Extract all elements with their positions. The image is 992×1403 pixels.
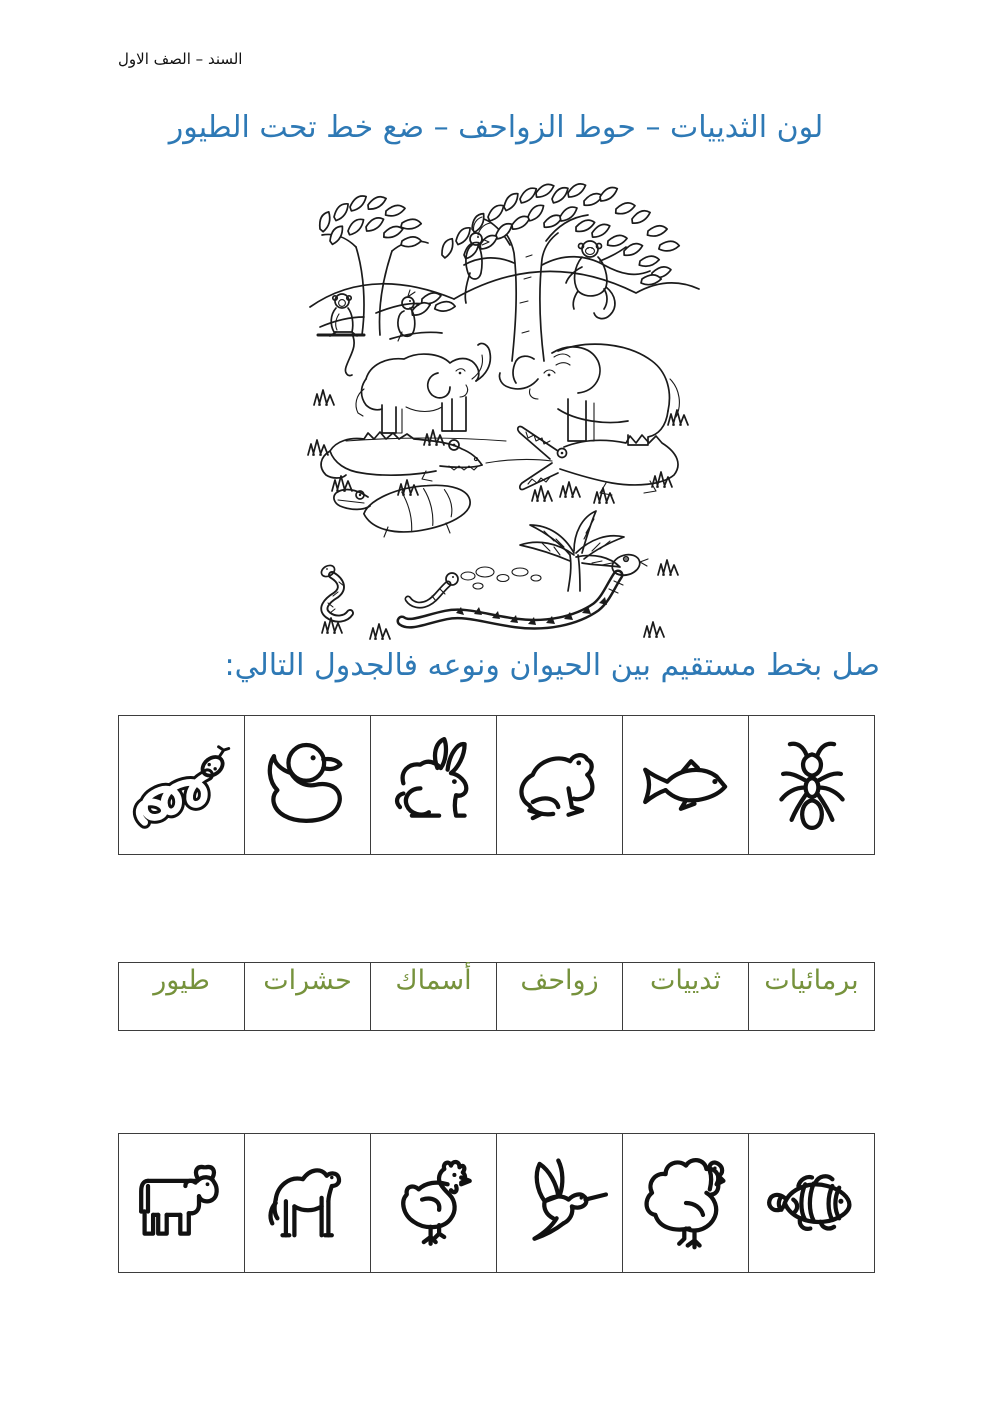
category-table xyxy=(118,962,875,1031)
snake-icon xyxy=(131,734,233,836)
cell-snake xyxy=(119,716,244,854)
page-header: السند – الصف الاول xyxy=(118,50,243,68)
cell-category-amphibians xyxy=(748,963,874,1030)
category-label: ثدييات xyxy=(650,965,721,996)
cell-camel xyxy=(244,1134,370,1272)
category-label: زواحف xyxy=(520,965,599,996)
fish-icon xyxy=(635,734,737,836)
animal-table-bottom xyxy=(118,1133,875,1273)
turkey-icon xyxy=(635,1152,737,1254)
scene-snake-big xyxy=(402,552,648,625)
cell-turkey xyxy=(622,1134,748,1272)
jungle-illustration xyxy=(306,183,702,649)
cell-frog xyxy=(496,716,622,854)
cell-rabbit xyxy=(370,716,496,854)
cell-cow xyxy=(119,1134,244,1272)
category-label: طيور xyxy=(153,965,210,996)
scene-hills xyxy=(310,271,699,307)
cell-fish xyxy=(622,716,748,854)
cell-category-mammals xyxy=(622,963,748,1030)
scene-crocodile-3 xyxy=(518,426,678,495)
cell-duck xyxy=(244,716,370,854)
frog-icon xyxy=(509,734,611,836)
cell-category-fish xyxy=(370,963,496,1030)
jungle-scene-svg xyxy=(306,183,702,649)
clownfish-icon xyxy=(761,1152,863,1254)
category-label: أسماك xyxy=(395,965,472,996)
scene-elephant-left xyxy=(356,343,490,433)
cell-category-birds xyxy=(119,963,244,1030)
category-label: حشرات xyxy=(263,965,352,996)
cell-ant xyxy=(748,716,874,854)
cell-clownfish xyxy=(748,1134,874,1272)
animal-table-top xyxy=(118,715,875,855)
ant-icon xyxy=(761,734,863,836)
cell-category-reptiles xyxy=(496,963,622,1030)
scene-crocodile-1 xyxy=(321,432,482,481)
camel-icon xyxy=(257,1152,359,1254)
cell-chicken xyxy=(370,1134,496,1272)
hummingbird-icon xyxy=(509,1152,611,1254)
scene-palm xyxy=(520,511,624,591)
duck-icon xyxy=(257,734,359,836)
scene-snake-left xyxy=(319,563,350,618)
category-label: برمائيات xyxy=(764,965,859,996)
worksheet-title: لون الثدييات – حوط الزواحف – ضع خط تحت الطيور xyxy=(168,110,824,145)
chicken-icon xyxy=(383,1152,485,1254)
cell-hummingbird xyxy=(496,1134,622,1272)
rabbit-icon xyxy=(383,734,485,836)
scene-monkey-right xyxy=(566,241,626,319)
cow-icon xyxy=(131,1152,233,1254)
scene-tree-left xyxy=(314,195,455,335)
scene-snake-middle xyxy=(408,567,541,605)
cell-category-insects xyxy=(244,963,370,1030)
scene-crocodile-2 xyxy=(334,474,474,543)
scene-ground xyxy=(346,438,552,463)
matching-instruction: صل بخط مستقيم بين الحيوان ونوعه فالجدول التالي: xyxy=(224,648,880,683)
